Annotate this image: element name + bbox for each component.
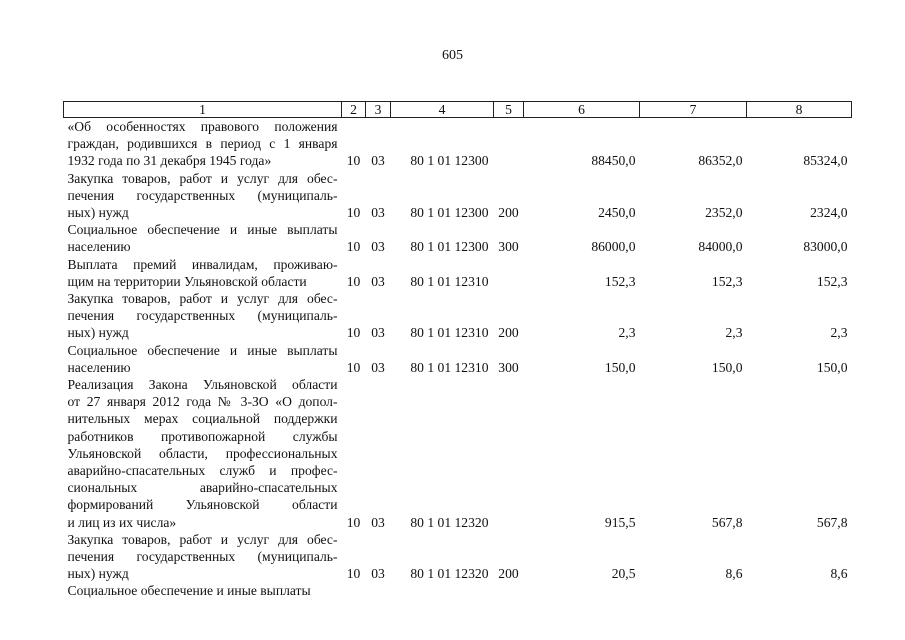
description-line: от 27 января 2012 года № 3-ЗО «О допол-	[67, 394, 338, 410]
amount-year-1: 152,3	[604, 273, 636, 289]
column-number-header-row	[64, 102, 852, 118]
amount-year-3	[747, 582, 852, 599]
expense-type-code	[494, 582, 524, 599]
amount-year-2: 84000,0	[698, 239, 743, 255]
row-description	[64, 170, 342, 222]
subsection-code: 03	[371, 359, 385, 375]
budget-table	[63, 101, 852, 600]
amount-year-1: 86000,0	[591, 239, 636, 255]
amount-year-2: 86352,0	[698, 153, 743, 169]
expense-type-code: 300	[498, 359, 519, 375]
description-line: населению	[67, 239, 131, 255]
description-line: Закупка товаров, работ и услуг для обес-	[67, 291, 338, 307]
subsection-code: 03	[371, 514, 385, 530]
description-line: Закупка товаров, работ и услуг для обес-	[67, 531, 338, 547]
amount-year-1: 150,0	[604, 359, 636, 375]
description-line: работников противопожарной службы	[67, 428, 338, 444]
row-description	[64, 256, 342, 290]
amount-year-3: 85324,0	[803, 153, 848, 169]
table-row	[64, 531, 852, 583]
table-row	[64, 582, 852, 599]
table-body	[64, 118, 852, 600]
section-code: 10	[346, 153, 361, 169]
amount-year-2: 2352,0	[705, 205, 743, 221]
table-row	[64, 118, 852, 170]
section-code	[342, 582, 366, 599]
table-row	[64, 170, 852, 222]
amount-year-1: 2,3	[618, 325, 636, 341]
subsection-code: 03	[371, 153, 385, 169]
section-code: 10	[346, 239, 361, 255]
description-line: «Об особенностях правового положения	[67, 119, 338, 134]
amount-year-1: 2450,0	[598, 205, 636, 221]
description-line: Социальное обеспечение и иные выплаты	[67, 222, 338, 238]
row-description	[64, 118, 342, 170]
description-line: Социальное обеспечение и иные выплаты	[67, 342, 338, 358]
subsection-code: 03	[371, 239, 385, 255]
row-description	[64, 290, 342, 342]
amount-year-1	[524, 582, 640, 599]
column-header-7: 7	[640, 102, 747, 118]
target-article-code: 80 1 01 12300	[410, 205, 489, 221]
description-line: печения государственных (муниципаль-	[67, 308, 338, 324]
amount-year-1: 20,5	[611, 566, 636, 582]
amount-year-3: 83000,0	[803, 239, 848, 255]
amount-year-2: 152,3	[711, 273, 743, 289]
table-row	[64, 376, 852, 531]
amount-year-2: 150,0	[711, 359, 743, 375]
description-line: 1932 года по 31 декабря 1945 года»	[67, 153, 272, 169]
description-line: Закупка товаров, работ и услуг для обес-	[67, 170, 338, 186]
column-header-2: 2	[342, 102, 366, 118]
table-row	[64, 290, 852, 342]
description-line: щим на территории Ульяновской области	[67, 273, 307, 289]
description-line: ных) нужд	[67, 205, 129, 221]
row-description	[64, 582, 342, 599]
target-article-code	[391, 582, 494, 599]
description-line: аварийно-спасательных служб и профес-	[67, 463, 338, 479]
description-line: ных) нужд	[67, 325, 129, 341]
expense-type-code: 300	[498, 239, 519, 255]
target-article-code: 80 1 01 12300	[410, 153, 489, 169]
section-code: 10	[346, 205, 361, 221]
page-number: 605	[442, 48, 463, 63]
expense-type-code: 200	[498, 325, 519, 341]
row-description	[64, 221, 342, 255]
description-line: Реализация Закона Ульяновской области	[67, 377, 338, 393]
subsection-code: 03	[371, 205, 385, 221]
amount-year-3: 2,3	[830, 325, 848, 341]
section-code: 10	[346, 325, 361, 341]
description-line: печения государственных (муниципаль-	[67, 187, 338, 203]
amount-year-3: 150,0	[816, 359, 848, 375]
column-header-1: 1	[64, 102, 342, 118]
column-header-6: 6	[524, 102, 640, 118]
expense-type-code	[494, 256, 524, 290]
description-line: Социальное обеспечение и иные выплаты	[67, 583, 311, 599]
subsection-code	[366, 582, 391, 599]
expense-type-code: 200	[498, 566, 519, 582]
description-line: Выплата премий инвалидам, проживаю-	[67, 256, 338, 272]
target-article-code: 80 1 01 12310	[410, 359, 489, 375]
description-line: граждан, родившихся в период с 1 января	[67, 136, 338, 152]
expense-type-code	[494, 118, 524, 170]
amount-year-1: 915,5	[604, 514, 636, 530]
description-line: и лиц из их числа»	[67, 514, 177, 530]
table-row	[64, 256, 852, 290]
amount-year-3: 8,6	[830, 566, 848, 582]
expense-type-code	[494, 376, 524, 531]
amount-year-2	[640, 582, 747, 599]
column-header-5: 5	[494, 102, 524, 118]
description-line: ных) нужд	[67, 566, 129, 582]
amount-year-2: 2,3	[725, 325, 743, 341]
amount-year-3: 567,8	[816, 514, 848, 530]
subsection-code: 03	[371, 273, 385, 289]
section-code: 10	[346, 273, 361, 289]
subsection-code: 03	[371, 325, 385, 341]
description-line: сиональных аварийно-спасательных	[67, 480, 338, 496]
row-description	[64, 342, 342, 376]
column-header-3: 3	[366, 102, 391, 118]
description-line: населению	[67, 359, 131, 375]
section-code: 10	[346, 359, 361, 375]
expense-type-code: 200	[498, 205, 519, 221]
row-description	[64, 376, 342, 531]
amount-year-3: 152,3	[816, 273, 848, 289]
section-code: 10	[346, 566, 361, 582]
amount-year-1: 88450,0	[591, 153, 636, 169]
amount-year-3: 2324,0	[810, 205, 848, 221]
subsection-code: 03	[371, 566, 385, 582]
amount-year-2: 567,8	[711, 514, 743, 530]
table-row	[64, 221, 852, 255]
table-row	[64, 342, 852, 376]
target-article-code: 80 1 01 12320	[410, 514, 489, 530]
description-line: формирований Ульяновской области	[67, 497, 338, 513]
row-description	[64, 531, 342, 583]
column-header-4: 4	[391, 102, 494, 118]
section-code: 10	[346, 514, 361, 530]
description-line: нительных мерах социальной поддержки	[67, 411, 338, 427]
description-line: Ульяновской области, профессиональных	[67, 445, 338, 461]
column-header-8: 8	[747, 102, 852, 118]
target-article-code: 80 1 01 12300	[410, 239, 489, 255]
target-article-code: 80 1 01 12320	[410, 566, 489, 582]
target-article-code: 80 1 01 12310	[410, 325, 489, 341]
amount-year-2: 8,6	[725, 566, 743, 582]
target-article-code: 80 1 01 12310	[410, 273, 489, 289]
description-line: печения государственных (муниципаль-	[67, 549, 338, 565]
